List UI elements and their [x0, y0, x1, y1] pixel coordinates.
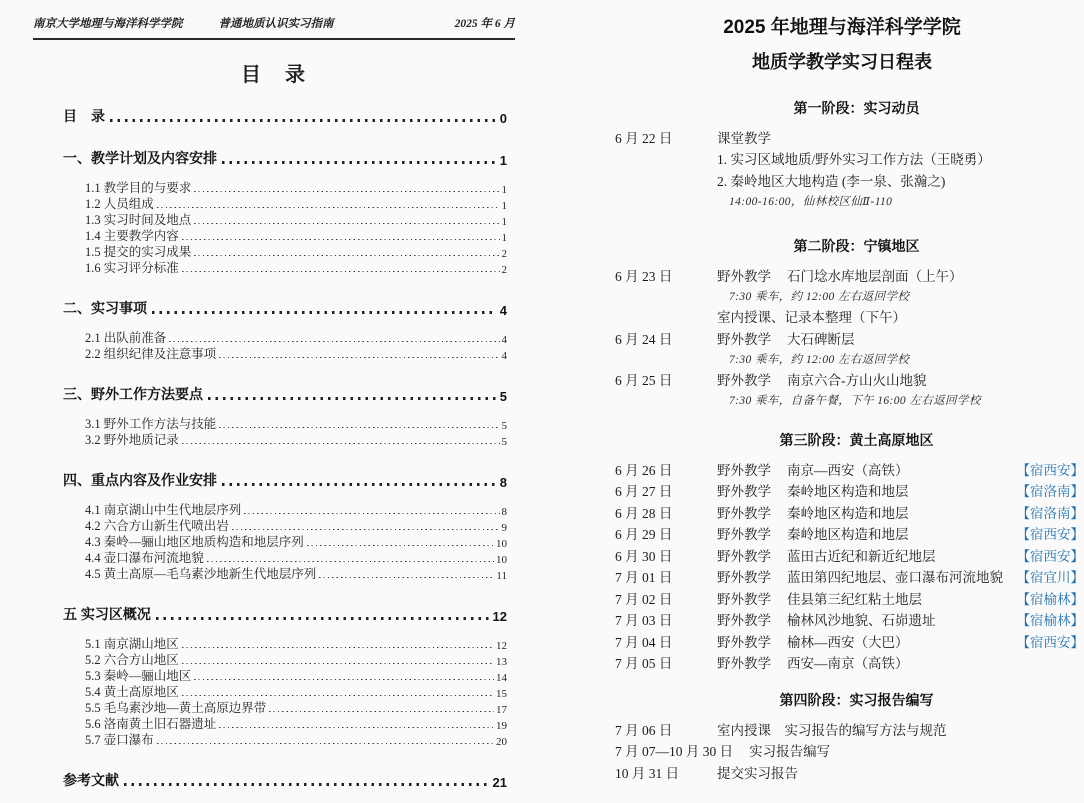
- schedule-text: 室内授课 实习报告的编写方法与规范: [717, 722, 947, 738]
- header-booklet-title: 普通地质认识实习指南: [218, 18, 334, 30]
- schedule-row: [615, 718, 1084, 740]
- toc-page-number: 8: [499, 475, 507, 490]
- dot-leader: [182, 239, 500, 240]
- schedule-row: [615, 761, 1084, 783]
- lodging-badge: 【宿榆林】: [1016, 591, 1084, 607]
- schedule-text: 西安—南京（高铁）: [787, 656, 909, 672]
- schedule-row: [615, 740, 1084, 762]
- lodging-badge: 【宿洛南】: [1016, 505, 1084, 521]
- toc-page-number: 4: [499, 303, 507, 318]
- schedule-row: [615, 369, 1084, 391]
- toc-entry-label: 四、重点内容及作业安排: [63, 472, 217, 488]
- dot-leader: [194, 191, 499, 192]
- schedule-text: 秦岭地区构造和地层: [787, 527, 909, 543]
- dot-leader: [152, 311, 497, 314]
- toc-page-number: 1: [501, 200, 507, 212]
- toc-entry-label: 1.1 教学目的与要求: [85, 181, 192, 195]
- lodging-badge: 【宿西安】: [1016, 634, 1084, 650]
- schedule-row: [615, 501, 1084, 523]
- dot-leader: [124, 783, 490, 786]
- schedule-activity: 野外教学: [717, 548, 771, 564]
- dot-leader: [169, 341, 499, 342]
- schedule-activity: 野外教学: [717, 268, 771, 284]
- schedule-activity: 野外教学: [717, 373, 771, 389]
- toc-entry-label: 5.4 黄土高原地区: [85, 685, 179, 699]
- schedule-text: 榆林风沙地貌、石峁遗址: [787, 613, 936, 629]
- toc-entry-label: 5.2 六合方山地区: [85, 653, 179, 667]
- toc-page-number: 0: [499, 111, 507, 126]
- toc-entry-label: 1.2 人员组成: [85, 197, 154, 211]
- schedule-text: 南京—西安（高铁）: [787, 462, 909, 478]
- schedule-date: 7 月 03 日: [615, 613, 673, 629]
- dot-leader: [307, 545, 494, 546]
- toc-page-number: 10: [496, 554, 507, 566]
- stage-section-4: [615, 690, 1084, 783]
- schedule-date: 7 月 06 日: [615, 722, 673, 738]
- schedule-date: 6 月 30 日: [615, 548, 673, 564]
- stage-section-1: [615, 98, 1084, 211]
- schedule-date: 6 月 23 日: [615, 268, 673, 284]
- toc-entry-label: 一、教学计划及内容安排: [63, 150, 217, 166]
- dot-leader: [182, 663, 494, 664]
- dot-leader: [157, 743, 494, 744]
- toc-entry-label: 1.5 提交的实习成果: [85, 245, 192, 259]
- schedule-note: 14:00-16:00，仙林校区仙Ⅱ-110: [729, 195, 893, 208]
- stage-heading: 第一阶段：实习动员: [793, 100, 920, 116]
- toc-entry-label: 1.4 主要教学内容: [85, 229, 179, 243]
- schedule-title-line2: 地质学教学实习日程表: [752, 52, 932, 72]
- toc-entry-label: 5.3 秦岭—骊山地区: [85, 669, 192, 683]
- lodging-badge: 【宿宜川】: [1016, 570, 1084, 586]
- dot-leader: [222, 161, 497, 164]
- stage-heading: 第四阶段：实习报告编写: [779, 692, 934, 708]
- schedule-date: 6 月 22 日: [615, 130, 673, 146]
- dot-leader: [182, 647, 494, 648]
- schedule-row: [615, 609, 1084, 631]
- toc-entry-label: 5.6 洛南黄土旧石器遗址: [85, 717, 217, 731]
- toc-entry: [63, 432, 507, 448]
- schedule-row: [615, 480, 1084, 502]
- dot-leader: [207, 561, 494, 562]
- schedule-activity: 野外教学: [717, 613, 771, 629]
- schedule-row: [615, 126, 1084, 148]
- schedule-text: 南京六合-方山火山地貌: [787, 373, 927, 389]
- toc-page-number: 5: [499, 389, 507, 404]
- dot-leader: [222, 483, 497, 486]
- schedule-row: [615, 148, 1084, 170]
- dot-leader: [219, 427, 499, 428]
- toc-entry-label: 2.1 出队前准备: [85, 331, 167, 345]
- schedule-activity: 野外教学: [717, 505, 771, 521]
- schedule-activity: 野外教学: [717, 591, 771, 607]
- toc-entry-label: 2.2 组织纪律及注意事项: [85, 347, 217, 361]
- stage-section-2: [615, 236, 1084, 410]
- schedule-text: 石门埝水库地层剖面（上午）: [787, 268, 963, 284]
- schedule-date: 6 月 29 日: [615, 527, 673, 543]
- dot-leader: [156, 617, 490, 620]
- lodging-badge: 【宿西安】: [1016, 548, 1084, 564]
- dot-leader: [182, 443, 500, 444]
- toc-entry: [63, 384, 507, 404]
- toc-page-number: 1: [501, 184, 507, 196]
- toc-entry-label: 4.4 壶口瀑布河流地貌: [85, 551, 204, 565]
- toc-entry: [63, 566, 507, 582]
- stage-heading: 第三阶段：黄土高原地区: [779, 432, 934, 448]
- toc-entry: [63, 148, 507, 168]
- dot-leader: [269, 711, 494, 712]
- dot-leader: [182, 271, 500, 272]
- toc-entry-label: 三、野外工作方法要点: [63, 386, 203, 402]
- toc-page-number: 5: [501, 420, 507, 432]
- schedule-row: [615, 566, 1084, 588]
- schedule-note: 7:30 乘车，约 12:00 左右返回学校: [729, 353, 910, 366]
- dot-leader: [157, 207, 500, 208]
- schedule-row: [615, 327, 1084, 349]
- toc-page-number: 11: [496, 570, 507, 582]
- toc-page-number: 2: [501, 264, 507, 276]
- schedule-date: 7 月 07—10 月 30 日: [615, 744, 734, 760]
- toc-entry-label: 5.5 毛乌素沙地—黄土高原边界带: [85, 701, 267, 715]
- stage-rows: [615, 264, 1084, 410]
- schedule-text: 榆林—西安（大巴）: [787, 634, 909, 650]
- toc-page-number: 1: [501, 216, 507, 228]
- toc-page-number: 15: [496, 688, 507, 700]
- toc-entry-label: 3.1 野外工作方法与技能: [85, 417, 217, 431]
- toc-page-number: 19: [496, 720, 507, 732]
- lodging-badge: 【宿榆林】: [1016, 613, 1084, 629]
- schedule-text: 大石碑断层: [787, 331, 855, 347]
- toc-entry-label: 4.5 黄土高原—毛乌素沙地新生代地层序列: [85, 567, 317, 581]
- schedule-date: 6 月 25 日: [615, 373, 673, 389]
- schedule-text: 2. 秦岭地区大地构造 (李一泉、张瀚之): [717, 173, 946, 189]
- schedule-text: 佳县第三纪红粘土地层: [787, 591, 922, 607]
- toc-entry-label: 3.2 野外地质记录: [85, 433, 179, 447]
- toc-page-number: 17: [496, 704, 507, 716]
- toc-entry-label: 5.1 南京湖山地区: [85, 637, 179, 651]
- schedule-text: 提交实习报告: [717, 765, 798, 781]
- schedule-date: 7 月 02 日: [615, 591, 673, 607]
- toc-page-number: 1: [499, 153, 507, 168]
- dot-leader: [319, 577, 494, 578]
- toc-page-number: 10: [496, 538, 507, 550]
- schedule-note: 7:30 乘车，自备午餐，下午 16:00 左右返回学校: [729, 395, 981, 407]
- toc-entry-label: 参考文献: [63, 772, 119, 788]
- schedule-row: [615, 652, 1084, 674]
- toc-entry: [63, 260, 507, 276]
- schedule-date: 6 月 27 日: [615, 484, 673, 500]
- toc-entry-label: 4.2 六合方山新生代喷出岩: [85, 519, 229, 533]
- dot-leader: [244, 513, 499, 514]
- schedule-activity: 野外教学: [717, 656, 771, 672]
- schedule-row: [615, 264, 1084, 286]
- schedule-date: 7 月 05 日: [615, 656, 673, 672]
- lodging-badge: 【宿洛南】: [1016, 484, 1084, 500]
- toc-entry-label: 4.3 秦岭—骊山地区地质构造和地层序列: [85, 535, 304, 549]
- toc-entry: [63, 346, 507, 362]
- schedule-date: 6 月 24 日: [615, 331, 673, 347]
- schedule-row: [615, 306, 1084, 328]
- dot-leader: [110, 119, 497, 122]
- toc-entry-label: 5.7 壶口瀑布: [85, 733, 154, 747]
- toc-page-number: 9: [501, 522, 507, 534]
- toc-page-number: 4: [501, 334, 507, 346]
- toc-page-number: 14: [496, 672, 507, 684]
- schedule-row: [615, 523, 1084, 545]
- toc-page-number: 12: [496, 640, 507, 652]
- stage-section-3: [615, 430, 1084, 673]
- schedule-title-line1: 2025 年地理与海洋科学学院: [723, 17, 961, 38]
- stage-heading: 第二阶段：宁镇地区: [793, 238, 920, 254]
- toc-entry-label: 二、实习事项: [63, 300, 147, 316]
- schedule-row: [615, 587, 1084, 609]
- dot-leader: [194, 679, 494, 680]
- toc-entry: [63, 770, 507, 790]
- schedule-date: 6 月 26 日: [615, 462, 673, 478]
- schedule-text: 课堂教学: [717, 130, 771, 146]
- schedule-text: 秦岭地区构造和地层: [787, 484, 909, 500]
- schedule-activity: 野外教学: [717, 462, 771, 478]
- schedule-date: 7 月 04 日: [615, 634, 673, 650]
- stage-rows: [615, 718, 1084, 783]
- schedule-text: 秦岭地区构造和地层: [787, 505, 909, 521]
- schedule-row: [615, 544, 1084, 566]
- dot-leader: [232, 529, 500, 530]
- schedule-text: 蓝田古近纪和新近纪地层: [787, 548, 936, 564]
- schedule-row: [615, 169, 1084, 191]
- dot-leader: [194, 255, 499, 256]
- toc-entry-label: 1.3 实习时间及地点: [85, 213, 192, 227]
- schedule-text: 1. 实习区域地质/野外实习工作方法（王晓勇）: [717, 152, 991, 168]
- toc-list: [63, 106, 507, 790]
- toc-page-number: 5: [501, 436, 507, 448]
- header-date: 2025 年 6 月: [454, 18, 515, 30]
- header-institution: 南京大学地理与海洋科学学院: [33, 18, 183, 30]
- lodging-badge: 【宿西安】: [1016, 462, 1084, 478]
- schedule-activity: 野外教学: [717, 331, 771, 347]
- schedule-text: 室内授课、记录本整理（下午）: [717, 310, 906, 326]
- toc-page-number: 4: [501, 350, 507, 362]
- schedule-activity: 野外教学: [717, 634, 771, 650]
- lodging-badge: 【宿西安】: [1016, 527, 1084, 543]
- toc-entry: [63, 470, 507, 490]
- schedule-row: [615, 458, 1084, 480]
- dot-leader: [182, 695, 494, 696]
- toc-entry-label: 4.1 南京湖山中生代地层序列: [85, 503, 242, 517]
- toc-entry: [63, 298, 507, 318]
- toc-page-number: 2: [501, 248, 507, 260]
- schedule-activity: 野外教学: [717, 484, 771, 500]
- schedule-date: 6 月 28 日: [615, 505, 673, 521]
- dot-leader: [219, 727, 494, 728]
- toc-page-number: 8: [501, 506, 507, 518]
- toc-page-number: 12: [492, 609, 507, 624]
- stage-rows: [615, 458, 1084, 673]
- toc-page-number: 1: [501, 232, 507, 244]
- schedule-text: 蓝田第四纪地层、壶口瀑布河流地貌: [787, 570, 1003, 586]
- toc-entry-label: 目 录: [63, 108, 105, 124]
- toc-entry: [63, 106, 507, 126]
- toc-title: 目 录: [241, 64, 307, 86]
- stage-rows: [615, 126, 1084, 211]
- schedule-activity: 野外教学: [717, 527, 771, 543]
- schedule-text: 实习报告编写: [749, 744, 831, 760]
- toc-page-header: [33, 15, 515, 40]
- toc-entry: [63, 604, 507, 624]
- schedule-date: 7 月 01 日: [615, 570, 673, 586]
- toc-page-number: 20: [496, 736, 507, 748]
- dot-leader: [194, 223, 499, 224]
- toc-entry: [63, 732, 507, 748]
- toc-page-number: 13: [496, 656, 507, 668]
- schedule-note: 7:30 乘车，约 12:00 左右返回学校: [729, 290, 910, 303]
- dot-leader: [219, 357, 499, 358]
- dot-leader: [208, 397, 497, 400]
- schedule-activity: 野外教学: [717, 570, 771, 586]
- toc-page-number: 21: [492, 775, 507, 790]
- toc-entry-label: 五 实习区概况: [63, 606, 151, 622]
- schedule-date: 10 月 31 日: [615, 765, 680, 781]
- toc-entry-label: 1.6 实习评分标准: [85, 261, 179, 275]
- schedule-row: [615, 630, 1084, 652]
